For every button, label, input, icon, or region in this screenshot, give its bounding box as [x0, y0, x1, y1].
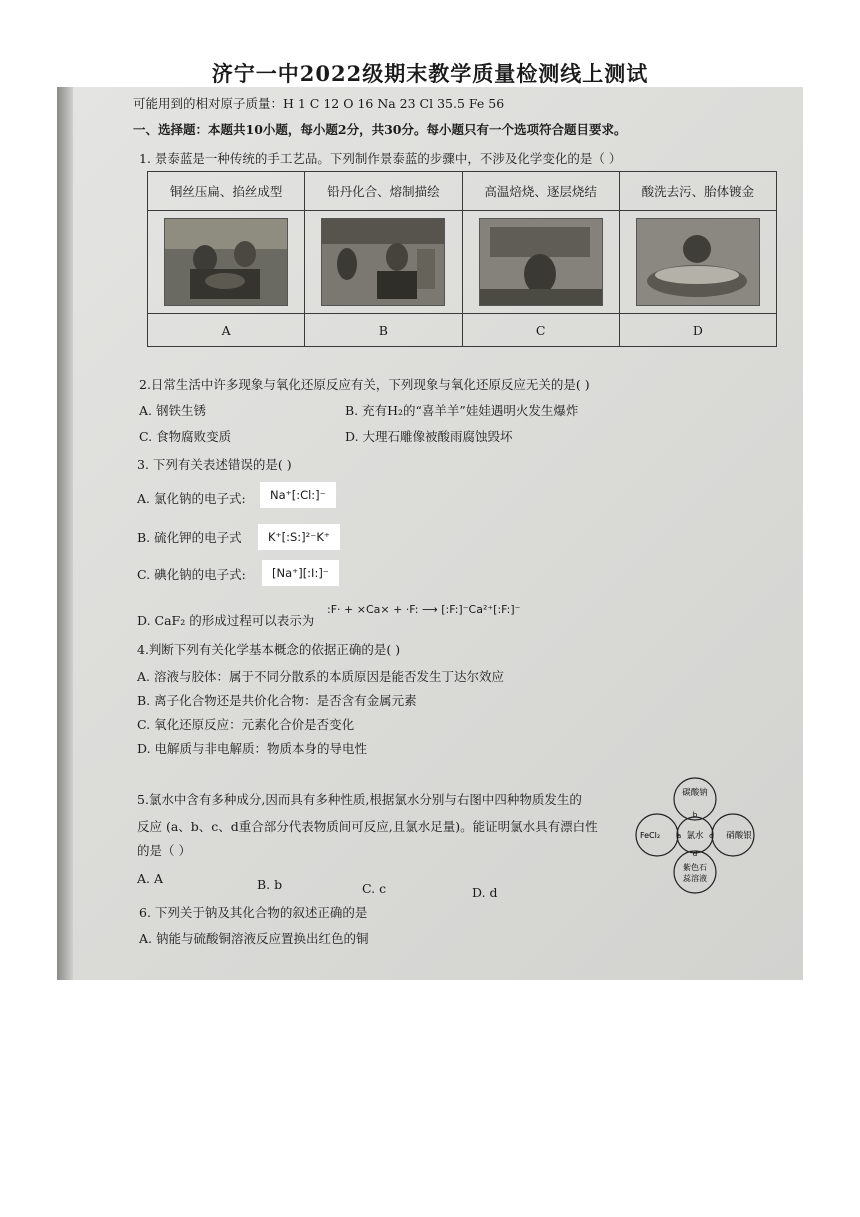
q1-col-a-label: 铜丝压扁、掐丝成型	[148, 172, 305, 211]
scanned-exam-photo	[57, 87, 803, 980]
q3-option-c: C. 碘化钠的电子式:	[137, 567, 246, 582]
q5-option-a: A. A	[137, 871, 164, 886]
q2-option-b: B. 充有H₂的“喜羊羊”娃娃遇明火发生爆炸	[345, 403, 579, 418]
q3-formula-k2s: K⁺[:S:]²⁻K⁺	[257, 523, 341, 551]
q1-letter-d: D	[619, 314, 776, 347]
diagram-label-c: c	[709, 832, 713, 840]
diagram-bottom-label-1: 紫色石	[683, 863, 707, 872]
q5-option-c: C. c	[362, 881, 387, 896]
q2-option-a: A. 钢铁生锈	[139, 403, 206, 418]
q5-line-1: 5.氯水中含有多种成分,因而具有多种性质,根据氯水分别与右图中四种物质发生的	[137, 792, 582, 807]
q3-formula-nacl: Na⁺[:Cl:]⁻	[259, 481, 337, 509]
q5-option-d: D. d	[472, 885, 498, 900]
q3-option-a: A. 氯化钠的电子式:	[137, 491, 246, 506]
q1-stem: 1. 景泰蓝是一种传统的手工艺品。下列制作景泰蓝的步骤中，不涉及化学变化的是（ ）	[139, 151, 622, 166]
craft-illustration-a	[164, 218, 288, 306]
q3-stem: 3. 下列有关表述错误的是( )	[137, 457, 292, 472]
q2-option-d: D. 大理石雕像被酸雨腐蚀毁坏	[345, 429, 513, 444]
diagram-label-d: d	[692, 850, 698, 858]
diagram-center-label: 氯水	[686, 831, 704, 841]
q1-options-table	[147, 171, 777, 347]
q4-option-b: B. 离子化合物还是共价化合物：是否含有金属元素	[137, 693, 417, 708]
q4-stem: 4.判断下列有关化学基本概念的依据正确的是( )	[137, 642, 401, 657]
q1-image-d	[619, 211, 776, 314]
paper-edge-shadow	[57, 87, 73, 980]
q2-option-c: C. 食物腐败变质	[139, 429, 232, 444]
q5-option-b: B. b	[257, 877, 283, 892]
q1-col-c-label: 高温焙烧、逐层烧结	[462, 172, 619, 211]
q1-col-d-label: 酸洗去污、胎体镀金	[619, 172, 776, 211]
chlorine-water-diagram	[635, 777, 755, 895]
page-title: 济宁一中2022级期末教学质量检测线上测试	[211, 61, 649, 86]
diagram-right-label: 硝酸银	[726, 831, 752, 841]
diagram-bottom-label-2: 蕊溶液	[683, 874, 707, 883]
q4-option-c: C. 氧化还原反应：元素化合价是否变化	[137, 717, 355, 732]
craft-illustration-c	[479, 218, 603, 306]
q1-letter-b: B	[305, 314, 462, 347]
diagram-top-label: 碳酸钠	[682, 788, 708, 798]
q3-formula-caf2: :F· + ×Ca× + ·F: ⟶ [:F:]⁻Ca²⁺[:F:]⁻	[327, 603, 521, 616]
diagram-left-label: FeCl₂	[639, 831, 661, 840]
q1-letter-a: A	[148, 314, 305, 347]
q4-option-d: D. 电解质与非电解质：物质本身的导电性	[137, 741, 368, 756]
q6-option-a: A. 钠能与硫酸铜溶液反应置换出红色的铜	[139, 931, 369, 946]
q3-option-b: B. 硫化钾的电子式	[137, 530, 242, 545]
section-heading: 一、选择题：本题共10小题，每小题2分，共30分。每小题只有一个选项符合题目要求。	[133, 122, 627, 137]
q1-col-b-label: 铅丹化合、熔制描绘	[305, 172, 462, 211]
craft-illustration-b	[321, 218, 445, 306]
q4-option-a: A. 溶液与胶体：属于不同分散系的本质原因是能否发生丁达尔效应	[137, 669, 504, 684]
q2-stem: 2.日常生活中许多现象与氧化还原反应有关，下列现象与氧化还原反应无关的是( )	[139, 377, 590, 392]
q6-stem: 6. 下列关于钠及其化合物的叙述正确的是	[139, 905, 368, 920]
q1-image-c	[462, 211, 619, 314]
diagram-label-a: a	[676, 832, 682, 840]
q1-image-b	[305, 211, 462, 314]
q1-letter-c: C	[462, 314, 619, 347]
q3-option-d: D. CaF₂ 的形成过程可以表示为	[137, 613, 315, 628]
q3-formula-nai: [Na⁺][:I:]⁻	[261, 559, 340, 587]
diagram-label-b: b	[692, 811, 698, 819]
q1-image-a	[148, 211, 305, 314]
atomic-masses: 可能用到的相对原子质量：H 1 C 12 O 16 Na 23 Cl 35.5 Fe 56	[133, 96, 505, 111]
craft-illustration-d	[636, 218, 760, 306]
q5-line-3: 的是（ ）	[137, 843, 191, 858]
q5-line-2: 反应 (a、b、c、d重合部分代表物质间可反应,且氯水足量)。能证明氯水具有漂白性	[137, 819, 598, 834]
